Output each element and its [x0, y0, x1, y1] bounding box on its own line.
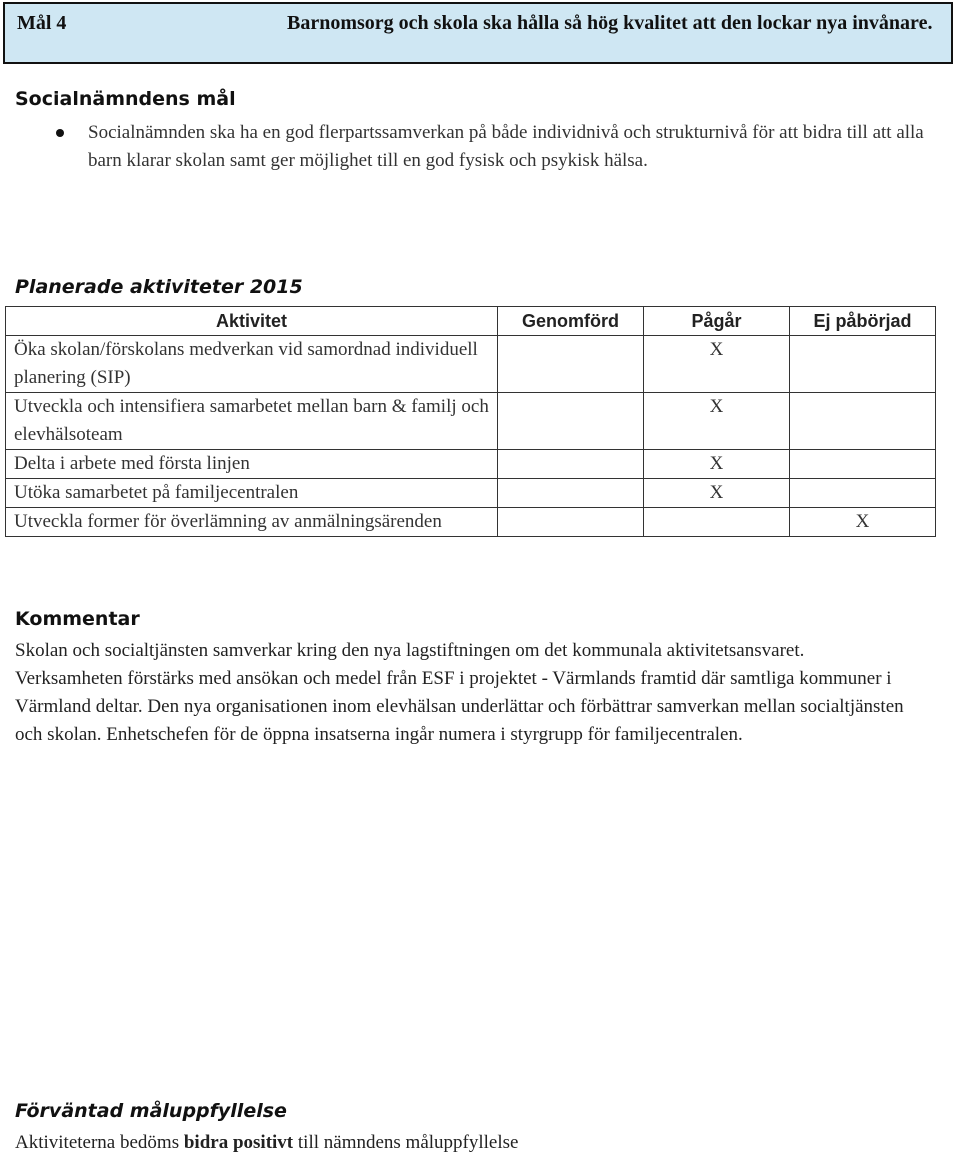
- done-cell: [498, 393, 644, 450]
- done-cell: [498, 479, 644, 508]
- expected-text-after: till nämndens måluppfyllelse: [293, 1132, 519, 1153]
- comment-text: Skolan och socialtjänsten samverkar kring den nya lagstiftningen om det kommunala aktivitetsansvaret. Verksamheten förstärks med ansökan och medel från ESF i projektet - Värmlands framtid där samtliga kommuner i Värmland deltar. Den nya organisationen inom elevhälsan underlättar och förbättrar samverkan mellan socialtjänsten och skolan. Enhetschefen för de öppna insatserna ingår numera i styrgrupp för familjecentralen.: [15, 640, 904, 745]
- goal-number: Mål 4: [17, 12, 67, 34]
- goal-text: Barnomsorg och skola ska hålla så hög kvalitet att den lockar nya invånare.: [287, 12, 933, 34]
- table-row: [6, 393, 936, 450]
- board-goal-heading: Socialnämndens mål: [15, 88, 236, 110]
- column-header-activity: Aktivitet: [6, 307, 498, 336]
- bullet-icon: [56, 129, 64, 137]
- table-header-row: [6, 307, 936, 336]
- expected-text-bold: bidra positivt: [183, 1132, 294, 1153]
- column-header-ongoing: Pågår: [644, 307, 790, 336]
- not-started-cell: [790, 336, 936, 393]
- done-cell: [498, 508, 644, 537]
- board-goal-bullet-text: Socialnämnden ska ha en god flerpartssamverkan på både individnivå och strukturnivå för att bidra till att alla barn klarar skolan samt ger möjlighet till en god fysisk och psykisk hälsa.: [88, 122, 924, 171]
- planned-heading: Planerade aktiviteter 2015: [15, 276, 303, 298]
- expected-text-before: Aktiviteterna bedöms: [15, 1132, 184, 1153]
- activity-cell: Öka skolan/förskolans medverkan vid samordnad individuell planering (SIP): [6, 336, 498, 393]
- done-cell: [498, 450, 644, 479]
- not-started-cell: [790, 479, 936, 508]
- activity-cell: Utveckla och intensifiera samarbetet mellan barn & familj och elevhälsoteam: [6, 393, 498, 450]
- not-started-cell: [790, 393, 936, 450]
- comment-heading: Kommentar: [15, 608, 140, 630]
- table-row: [6, 336, 936, 393]
- table-row: [6, 508, 936, 537]
- table-row: [6, 450, 936, 479]
- not-started-cell: X: [790, 508, 936, 537]
- column-header-done: Genomförd: [498, 307, 644, 336]
- ongoing-cell: X: [644, 393, 790, 450]
- not-started-cell: [790, 450, 936, 479]
- expected-text: [15, 1129, 915, 1157]
- expected-heading: Förväntad måluppfyllelse: [15, 1100, 287, 1122]
- activities-table: [5, 306, 936, 537]
- done-cell: [498, 336, 644, 393]
- ongoing-cell: X: [644, 450, 790, 479]
- activity-cell: Delta i arbete med första linjen: [6, 450, 498, 479]
- ongoing-cell: X: [644, 479, 790, 508]
- column-header-not-started: Ej påbörjad: [790, 307, 936, 336]
- activity-cell: Utveckla former för överlämning av anmälningsärenden: [6, 508, 498, 537]
- board-goal-bullet: [48, 119, 948, 175]
- table-row: [6, 479, 936, 508]
- activity-cell: Utöka samarbetet på familjecentralen: [6, 479, 498, 508]
- goal-box: [3, 2, 953, 64]
- ongoing-cell: X: [644, 336, 790, 393]
- ongoing-cell: [644, 508, 790, 537]
